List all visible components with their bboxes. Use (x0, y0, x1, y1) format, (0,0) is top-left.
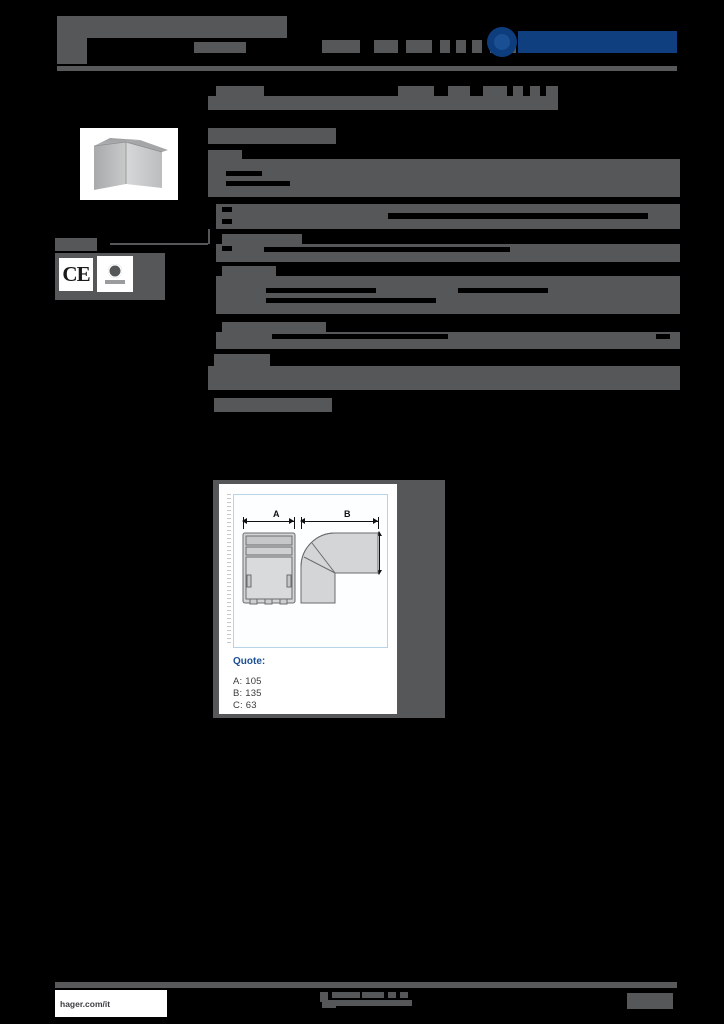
logo-wordmark (518, 31, 677, 53)
technical-data-block (208, 266, 680, 322)
ce-mark-icon (59, 258, 93, 291)
certification-mark-icon (97, 256, 133, 292)
certification-marks (55, 238, 165, 300)
footer-center-text (320, 992, 430, 1008)
footer-page-number (627, 993, 673, 1009)
drawing-cross-section (234, 495, 387, 647)
dimension-label-b: B (344, 509, 351, 519)
quote-value-a: A: 105 (233, 676, 262, 687)
drawing-panel (213, 480, 445, 718)
certification-label (55, 238, 97, 251)
brand-logo (487, 27, 677, 57)
footer-url-text: hager.com/it (60, 998, 111, 1009)
material-block (208, 234, 680, 266)
drawing-frame (233, 494, 388, 648)
dimension-label-a: A (273, 509, 280, 519)
logo-circle-icon (487, 27, 517, 57)
dimensions-block (208, 204, 680, 234)
product-photo (80, 128, 178, 200)
footer-url[interactable] (55, 990, 167, 1017)
product-heading-block (208, 86, 680, 122)
reference-block (208, 122, 680, 150)
drawing-ruler (227, 494, 231, 646)
quote-heading: Quote: (233, 656, 266, 667)
description-block (208, 150, 680, 204)
drawing-section-title (208, 394, 680, 418)
certification-mark-circle (108, 264, 122, 278)
product-photo-image (80, 128, 178, 200)
page-title-second-line (57, 38, 87, 64)
header-rule (57, 66, 677, 71)
quote-value-b: B: 135 (233, 688, 262, 699)
quote-value-c: C: 63 (233, 700, 257, 711)
drawing-card (219, 484, 397, 714)
leader-line (110, 243, 210, 245)
ce-mark-text: CE (62, 262, 90, 286)
standards-block (208, 322, 680, 354)
page-title (57, 16, 287, 38)
certification-mark-caption (105, 280, 125, 284)
footer-rule (55, 982, 677, 988)
specification-list (208, 86, 680, 418)
packaging-block (208, 354, 680, 394)
